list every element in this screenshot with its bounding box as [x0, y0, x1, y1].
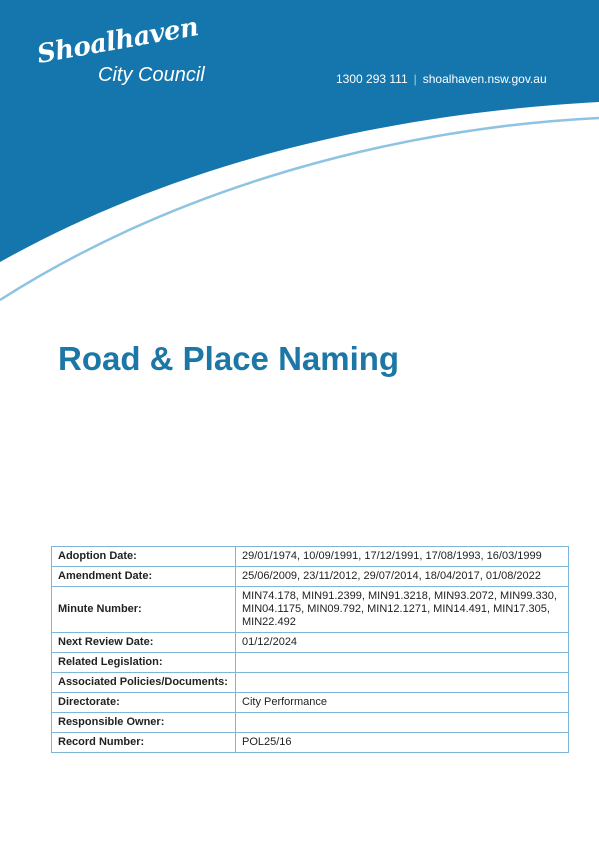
table-row — [52, 693, 569, 713]
logo-wordmark-city-council: City Council — [98, 64, 205, 86]
table-row — [52, 633, 569, 653]
document-title: Road & Place Naming — [58, 340, 400, 377]
phone-number: 1300 293 111 — [336, 72, 408, 86]
amendment-date-value: 25/06/2009, 23/11/2012, 29/07/2014, 18/04/2017, 01/08/2022 — [236, 567, 569, 587]
associated-policies-label: Associated Policies/Documents: — [52, 673, 236, 693]
table-row — [52, 673, 569, 693]
contact-info — [336, 72, 547, 86]
table-row — [52, 547, 569, 567]
associated-policies-value — [236, 673, 569, 693]
adoption-date-value: 29/01/1974, 10/09/1991, 17/12/1991, 17/08/1993, 16/03/1999 — [236, 547, 569, 567]
adoption-date-label: Adoption Date: — [52, 547, 236, 567]
responsible-owner-value — [236, 713, 569, 733]
table-row — [52, 587, 569, 633]
responsible-owner-label: Responsible Owner: — [52, 713, 236, 733]
minute-number-value: MIN74.178, MIN91.2399, MIN91.3218, MIN93.2072, MIN99.330, MIN04.1175, MIN09.792, MIN12.1271, MIN14.491, MIN17.305, MIN22.492 — [236, 587, 569, 633]
next-review-date-label: Next Review Date: — [52, 633, 236, 653]
table-row — [52, 733, 569, 753]
directorate-value: City Performance — [236, 693, 569, 713]
next-review-date-value: 01/12/2024 — [236, 633, 569, 653]
table-row — [52, 653, 569, 673]
policy-details-table — [51, 546, 569, 753]
table-row — [52, 713, 569, 733]
directorate-label: Directorate: — [52, 693, 236, 713]
related-legislation-value — [236, 653, 569, 673]
contact-separator: | — [413, 72, 417, 86]
record-number-label: Record Number: — [52, 733, 236, 753]
council-logo — [34, 12, 205, 87]
website-link[interactable]: shoalhaven.nsw.gov.au — [422, 72, 547, 86]
related-legislation-label: Related Legislation: — [52, 653, 236, 673]
minute-number-label: Minute Number: — [52, 587, 236, 633]
amendment-date-label: Amendment Date: — [52, 567, 236, 587]
record-number-value: POL25/16 — [236, 733, 569, 753]
logo-wordmark-shoalhaven: Shoalhaven — [34, 12, 201, 71]
table-row — [52, 567, 569, 587]
